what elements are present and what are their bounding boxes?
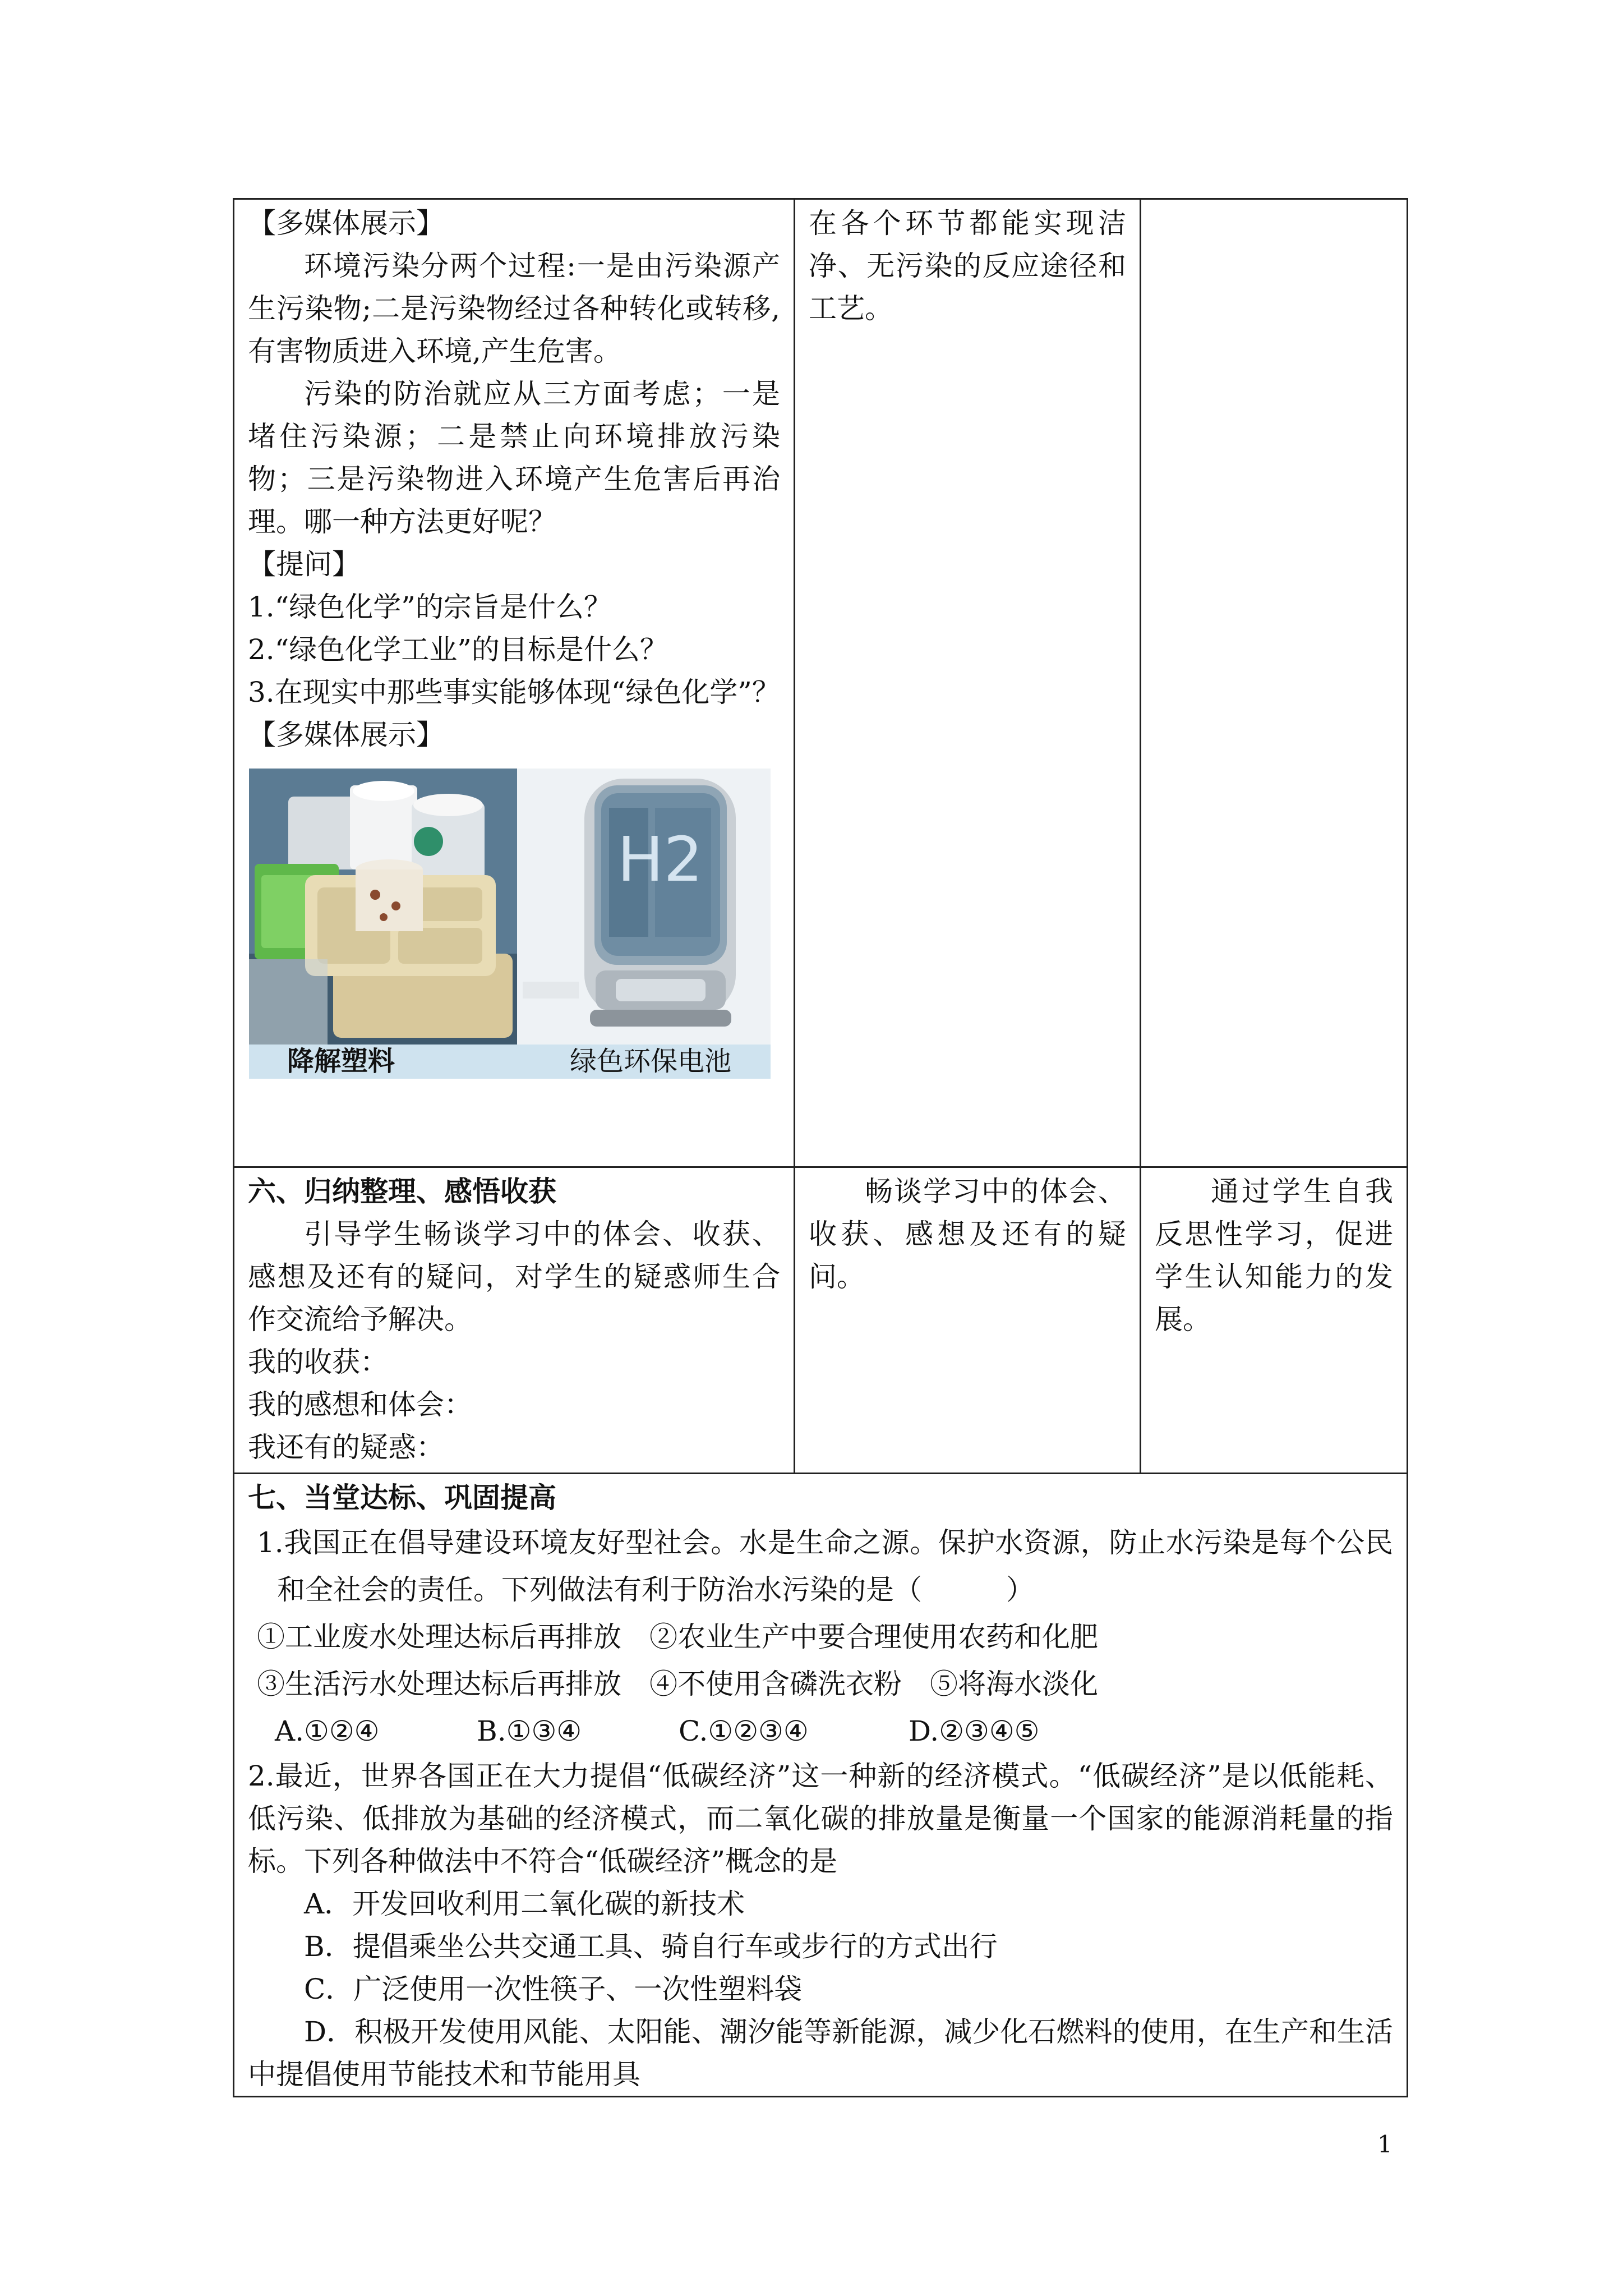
degradable-plastic-photo (249, 769, 517, 1045)
prompt-line: 我的收获： (248, 1346, 388, 1378)
section-heading: 【提问】 (248, 548, 360, 581)
question-stem: 1.我国正在倡导建设环境友好型社会。水是生命之源。保护水资源，防止水污染是每个公民和全社会的责任。下列做法有利于防治水污染的是（ ） (257, 1526, 1393, 1606)
question-item: 2.“绿色化学工业”的目标是什么？ (248, 633, 668, 666)
row2-right-cell (1141, 1167, 1408, 1474)
option-c: C．广泛使用一次性筷子、一次性塑料袋 (304, 1973, 803, 2005)
prompt-line: 我还有的疑惑： (248, 1431, 444, 1464)
option-b: B.①③④ (477, 1715, 582, 1747)
lesson-table (233, 198, 1408, 2097)
table-row (234, 1167, 1408, 1474)
table-row (234, 199, 1408, 1167)
option-d: D.②③④⑤ (909, 1715, 1040, 1747)
cell-text: 在各个环节都能实现洁净、无污染的反应途径和工艺。 (809, 207, 1126, 325)
question-items: ③生活污水处理达标后再排放 ④不使用含磷洗衣粉 ⑤将海水淡化 (257, 1668, 1098, 1700)
option-a: A．开发回收利用二氧化碳的新技术 (304, 1888, 745, 1920)
question-item: 3.在现实中那些事实能够体现“绿色化学”？ (248, 676, 780, 708)
page-number: 1 (1377, 2131, 1393, 2158)
question-items: ①工业废水处理达标后再排放 ②农业生产中要合理使用农药和化肥 (257, 1621, 1098, 1653)
row1-middle-cell (795, 199, 1141, 1167)
option-a: A.①②④ (275, 1715, 380, 1747)
image-caption: 绿色环保电池 (570, 1046, 732, 1077)
row1-left-cell (234, 199, 795, 1167)
row3-cell (234, 1474, 1408, 2097)
section-title: 七、当堂达标、巩固提高 (248, 1481, 556, 1514)
paragraph: 污染的防治就应从三方面考虑；一是堵住污染源；二是禁止向环境排放污染物；三是污染物进入环境产生危害后再治理。哪一种方法更好呢？ (248, 378, 780, 538)
section-title: 六、归纳整理、感悟收获 (248, 1175, 556, 1208)
section-heading: 【多媒体展示】 (248, 719, 444, 751)
paragraph: 引导学生畅谈学习中的体会、收获、感想及还有的疑问，对学生的疑惑师生合作交流给予解决。 (248, 1218, 780, 1336)
table-row (234, 1474, 1408, 2097)
row2-left-cell (234, 1167, 795, 1474)
option-c: C.①②③④ (679, 1715, 809, 1747)
question-stem: 2.最近，世界各国正在大力提倡“低碳经济”这一种新的经济模式。“低碳经济”是以低能耗、低污染、低排放为基础的经济模式，而二氧化碳的排放量是衡量一个国家的能源消耗量的指标。下列各种做法中不符合“低碳经济”概念的是 (248, 1760, 1393, 1878)
row1-right-cell (1141, 199, 1408, 1167)
multimedia-figure (249, 769, 771, 1079)
option-b: B．提倡乘坐公共交通工具、骑自行车或步行的方式出行 (304, 1930, 998, 1963)
image-caption: 降解塑料 (287, 1046, 395, 1077)
green-battery-photo (517, 769, 771, 1045)
cell-text: 畅谈学习中的体会、收获、感想及还有的疑问。 (809, 1175, 1126, 1293)
cell-text: 通过学生自我反思性学习，促进学生认知能力的发展。 (1155, 1175, 1393, 1336)
answer-options (275, 1708, 1393, 1755)
option-d: D．积极开发使用风能、太阳能、潮汐能等新能源，减少化石燃料的使用，在生产和生活中提倡使用节能技术和节能用具 (248, 2016, 1393, 2091)
paragraph: 环境污染分两个过程:一是由污染源产生污染物;二是污染物经过各种转化或转移,有害物质进入环境,产生危害。 (248, 250, 780, 367)
prompt-line: 我的感想和体会： (248, 1388, 472, 1421)
question-item: 1.“绿色化学”的宗旨是什么？ (248, 591, 612, 623)
section-heading: 【多媒体展示】 (248, 207, 444, 240)
row2-middle-cell (795, 1167, 1141, 1474)
h2-label: H2 (617, 823, 703, 895)
